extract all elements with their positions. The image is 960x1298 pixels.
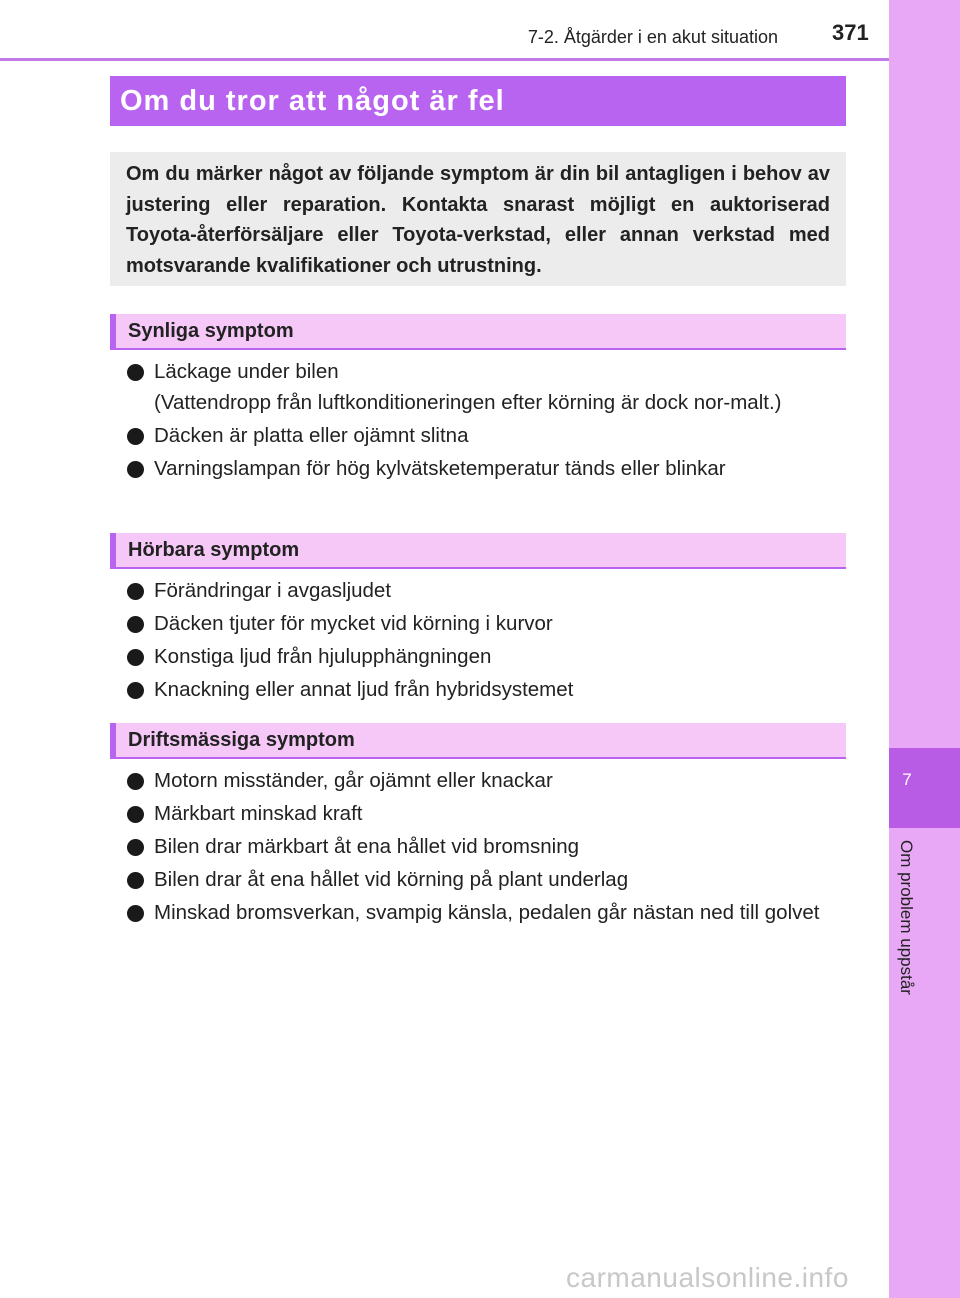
- chapter-side-tab: [889, 0, 960, 1298]
- section-heading-text: Driftsmässiga symptom: [128, 729, 355, 751]
- bullet-icon: [127, 773, 144, 790]
- list-item-text: Motorn misständer, går ojämnt eller knackar: [154, 769, 553, 792]
- list-item: [126, 454, 840, 485]
- list-item-text: Varningslampan för hög kylvätsketemperatur tänds eller blinkar: [154, 456, 726, 480]
- list-item: [126, 642, 840, 673]
- section-heading-visible: [110, 314, 846, 350]
- list-item-text: Märkbart minskad kraft: [154, 802, 363, 825]
- header-section-title: 7-2. Åtgärder i en akut situation: [527, 27, 778, 47]
- header-divider: [0, 58, 889, 61]
- visible-symptoms-list: [126, 357, 840, 487]
- operational-symptoms-list: [126, 766, 840, 931]
- section-heading-operational: [110, 723, 846, 759]
- list-item-text: Däcken är platta eller ojämnt slitna: [154, 423, 469, 447]
- list-item-text: Bilen drar åt ena hållet vid körning på plant underlag: [154, 868, 629, 891]
- bullet-icon: [127, 682, 144, 699]
- list-item-text: Konstiga ljud från hjulupphängningen: [154, 645, 492, 668]
- page-number: 371: [832, 20, 869, 45]
- list-item: [126, 898, 840, 929]
- list-item: [126, 799, 840, 830]
- bullet-icon: [127, 905, 144, 922]
- section-heading-text: Hörbara symptom: [128, 539, 300, 561]
- bullet-icon: [127, 583, 144, 600]
- bullet-icon: [127, 428, 144, 445]
- page-title: Om du tror att något är fel: [120, 85, 505, 117]
- bullet-icon: [127, 461, 144, 478]
- list-item-text: Knackning eller annat ljud från hybridsystemet: [154, 678, 574, 701]
- intro-box: [110, 152, 846, 286]
- list-item-note: (Vattendropp från luftkonditioneringen efter körning är dock nor-malt.): [154, 390, 782, 414]
- list-item: [126, 576, 840, 607]
- chapter-title: Om problem uppstår: [897, 840, 916, 995]
- list-item: [126, 832, 840, 863]
- bullet-icon: [127, 839, 144, 856]
- intro-text: Om du märker något av följande symptom är din bil antagligen i behov av justering eller reparation. Kontakta snarast möjligt en auktoriserad Toyota-återförsäljare eller Toyota-verkstad, eller annan verkstad med motsvarande kvalifikationer och utrustning.: [126, 163, 830, 277]
- section-heading-text: Synliga symptom: [128, 320, 294, 342]
- list-item: [126, 675, 840, 706]
- bullet-icon: [127, 806, 144, 823]
- list-item: [126, 609, 840, 640]
- bullet-icon: [127, 872, 144, 889]
- list-item-text: Läckage under bilen: [154, 360, 339, 383]
- list-item-text: Däcken tjuter för mycket vid körning i kurvor: [154, 612, 553, 635]
- audible-symptoms-list: [126, 576, 840, 708]
- list-item-text: Bilen drar märkbart åt ena hållet vid bromsning: [154, 835, 580, 858]
- bullet-icon: [127, 364, 144, 381]
- list-item: [126, 766, 840, 797]
- list-item-text: Förändringar i avgasljudet: [154, 579, 392, 602]
- list-item: [126, 421, 840, 452]
- watermark-text: carmanualsonline.info: [566, 1262, 849, 1293]
- list-item-text: Minskad bromsverkan, svampig känsla, pedalen går nästan ned till golvet: [154, 901, 820, 924]
- section-heading-audible: [110, 533, 846, 569]
- list-item: [126, 865, 840, 896]
- bullet-icon: [127, 616, 144, 633]
- bullet-icon: [127, 649, 144, 666]
- page-title-bar: [110, 76, 846, 126]
- list-item: [126, 357, 840, 418]
- chapter-number: 7: [902, 770, 912, 789]
